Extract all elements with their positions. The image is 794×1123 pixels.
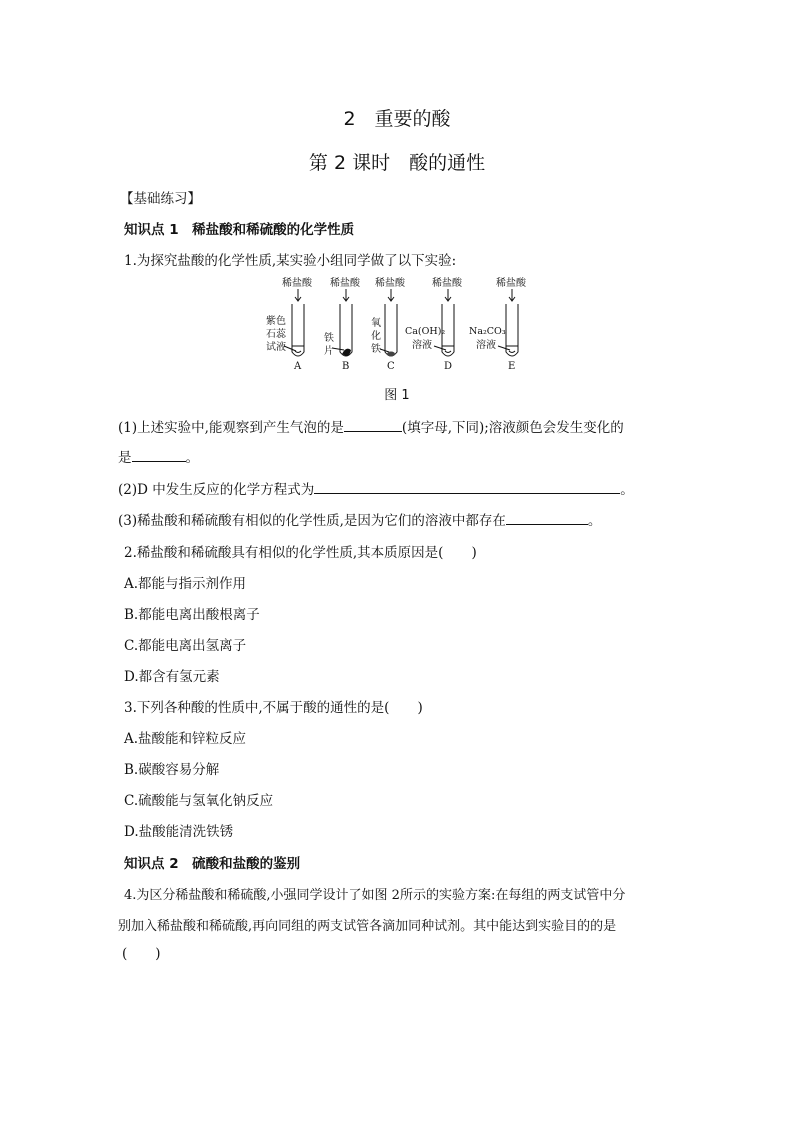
- tube-a-side-label-2: 石蕊: [266, 329, 286, 340]
- question-1-stem: 1.为探究盐酸的化学性质,某实验小组同学做了以下实验:: [124, 253, 457, 269]
- answer-blank[interactable]: [132, 447, 186, 462]
- question-4-line-1: 4.为区分稀盐酸和稀硫酸,小强同学设计了如图 2所示的实验方案:在每组的两支试管中分: [124, 888, 626, 903]
- tube-a-side-label-3: 试液: [266, 342, 286, 353]
- tube-d-side-label-2: 溶液: [412, 340, 432, 351]
- question-4-line-2: 别加入稀盐酸和稀硫酸,再向同组的两支试管各滴加同种试剂。其中能达到实验目的的是: [118, 919, 617, 934]
- lesson-subtitle: 第 2 课时 酸的通性: [308, 152, 486, 174]
- question-3-option-c: C.硫酸能与氢氧化钠反应: [124, 793, 274, 809]
- answer-blank[interactable]: [314, 479, 620, 494]
- figure-1-test-tubes: [262, 276, 542, 372]
- tube-a-letter: A: [294, 361, 302, 372]
- tube-d-letter: D: [444, 361, 453, 372]
- question-1-part-2: (2)D 中发生反应的化学方程式为 。: [118, 478, 634, 498]
- question-2-option-c: C.都能电离出氢离子: [124, 638, 247, 654]
- tube-e-side-label-2: 溶液: [476, 340, 496, 351]
- question-2-option-b: B.都能电离出酸根离子: [124, 607, 260, 623]
- tube-a-top-label: 稀盐酸: [282, 278, 312, 289]
- tube-b-side-label-2: 片: [324, 346, 334, 357]
- tube-b-side-label-1: 铁: [324, 333, 334, 344]
- tube-e-letter: E: [508, 361, 516, 372]
- question-2-option-d: D.都含有氢元素: [124, 669, 220, 685]
- question-3-option-d: D.盐酸能清洗铁锈: [124, 824, 234, 840]
- tube-e-side-label-1: Na₂CO₃: [469, 326, 506, 337]
- tube-d-top-label: 稀盐酸: [432, 278, 462, 289]
- question-1-part-1: (1)上述实验中,能观察到产生气泡的是 (填字母,下同);溶液颜色会发生变化的: [118, 416, 624, 436]
- answer-blank[interactable]: [506, 510, 588, 525]
- question-2-option-a: A.都能与指示剂作用: [124, 576, 247, 592]
- tube-e-top-label: 稀盐酸: [496, 278, 526, 289]
- lesson-title: 2 重要的酸: [343, 108, 451, 130]
- knowledge-point-2: 知识点 2 硫酸和盐酸的鉴别: [124, 856, 301, 872]
- tube-b-top-label: 稀盐酸: [330, 278, 360, 289]
- tube-c-side-label-1: 氧: [371, 318, 381, 329]
- tube-c-top-label: 稀盐酸: [375, 278, 405, 289]
- question-2-stem: 2.稀盐酸和稀硫酸具有相似的化学性质,其本质原因是( ): [124, 545, 477, 561]
- question-3-option-b: B.碳酸容易分解: [124, 762, 220, 778]
- section-heading: 【基础练习】: [120, 191, 201, 207]
- tube-c-side-label-3: 铁: [371, 344, 381, 355]
- tube-b-letter: B: [342, 361, 350, 372]
- answer-blank[interactable]: [344, 417, 402, 432]
- question-3-stem: 3.下列各种酸的性质中,不属于酸的通性的是( ): [124, 700, 423, 716]
- tube-a-side-label-1: 紫色: [266, 316, 286, 327]
- figure-1-caption: 图 1: [384, 388, 410, 403]
- tube-d-side-label-1: Ca(OH)₂: [405, 326, 446, 337]
- question-1-part-1-cont: 是 。: [118, 446, 199, 466]
- tube-c-side-label-2: 化: [371, 331, 381, 342]
- question-3-option-a: A.盐酸能和锌粒反应: [124, 731, 247, 747]
- question-4-answer: ( ): [122, 946, 161, 962]
- knowledge-point-1: 知识点 1 稀盐酸和稀硫酸的化学性质: [124, 222, 355, 238]
- tube-c-letter: C: [387, 361, 395, 372]
- question-1-part-3: (3)稀盐酸和稀硫酸有相似的化学性质,是因为它们的溶液中都存在 。: [118, 509, 601, 529]
